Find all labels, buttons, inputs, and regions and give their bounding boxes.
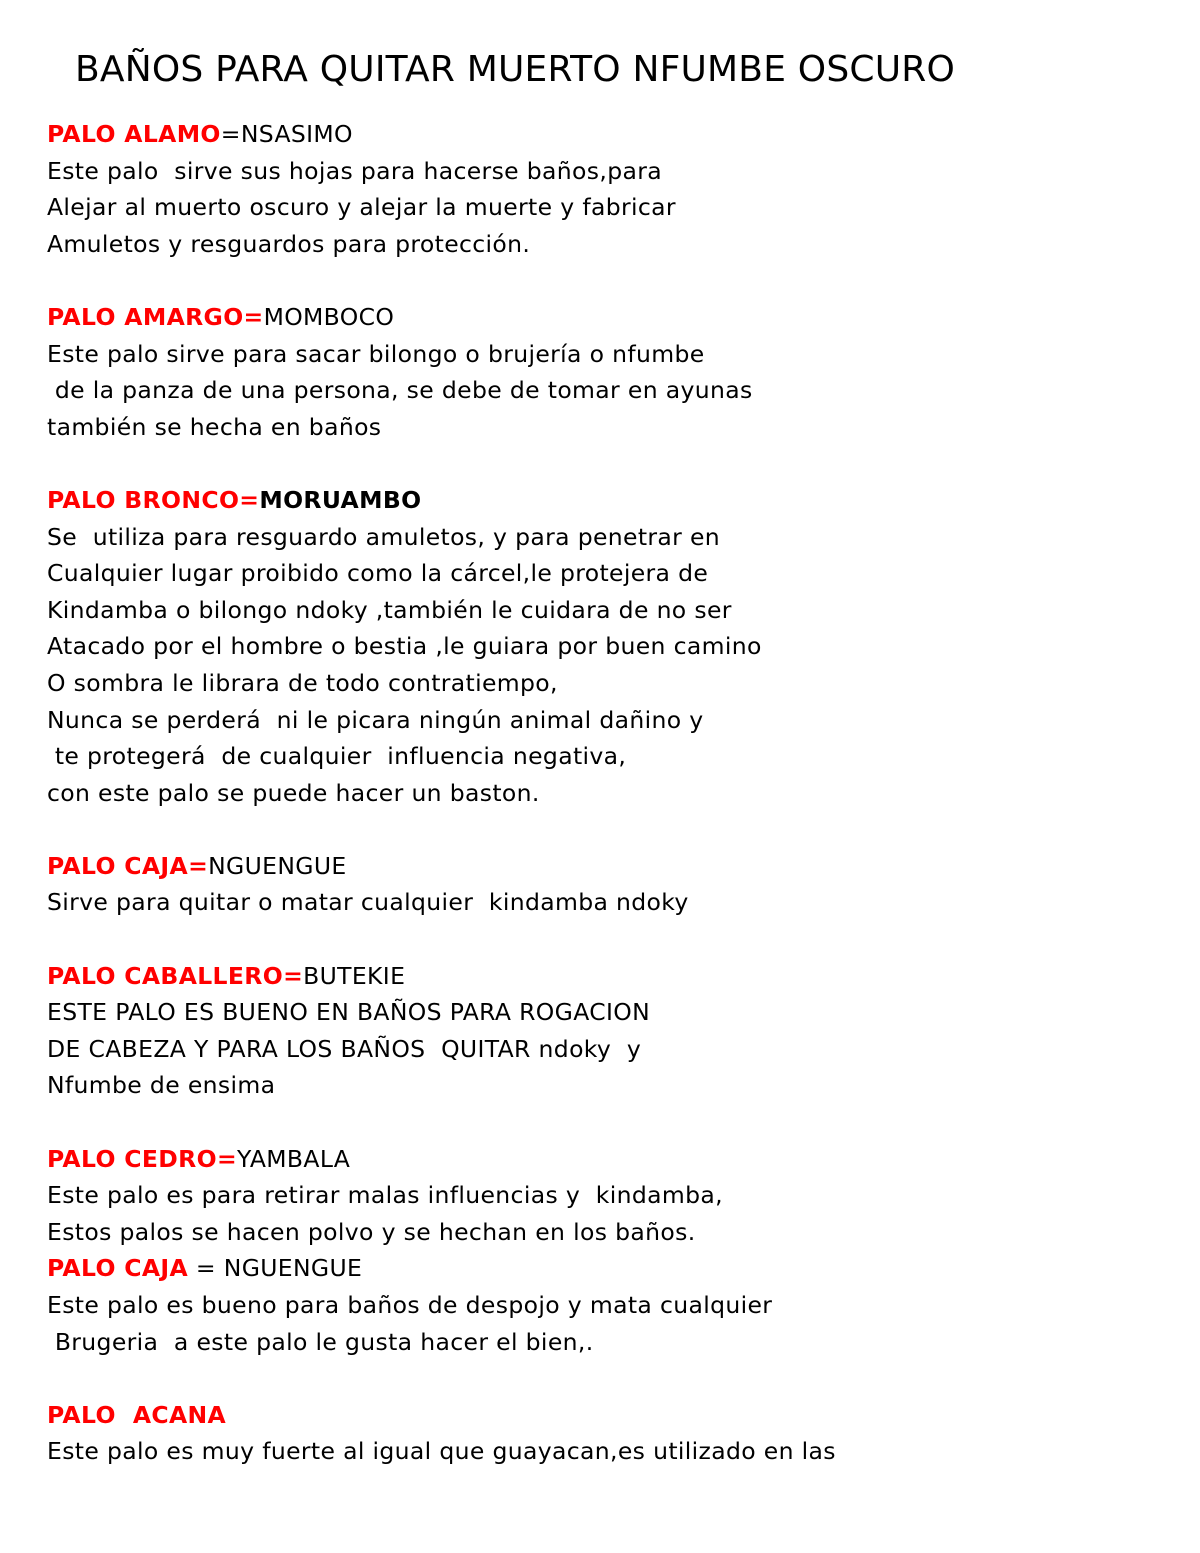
body-text-line: Amuletos y resguardos para protección. — [47, 229, 531, 258]
section-heading — [47, 1141, 1167, 1178]
body-text-line: de la panza de una persona, se debe de tomar en ayunas — [47, 376, 753, 405]
body-text-line: Este palo es para retirar malas influencias y kindamba, — [47, 1181, 723, 1210]
body-text-line: Sirve para quitar o matar cualquier kindamba ndoky — [47, 888, 689, 917]
body-text-line: O sombra le librara de todo contratiempo, — [47, 668, 558, 697]
body-text-line: Este palo sirve para sacar bilongo o brujería o nfumbe — [47, 339, 705, 368]
document-title: BAÑOS PARA QUITAR MUERTO NFUMBE OSCURO — [75, 49, 956, 90]
paragraph-spacer — [47, 921, 1167, 958]
body-text-line: Nfumbe de ensima — [47, 1071, 276, 1100]
section-heading-name: PALO CAJA — [47, 1254, 189, 1283]
paragraph-spacer — [47, 1360, 1167, 1397]
section-heading — [47, 958, 1167, 995]
body-text-line: Se utiliza para resguardo amuletos, y para penetrar en — [47, 522, 721, 551]
body-text-line: Atacado por el hombre o bestia ,le guiara por buen camino — [47, 632, 762, 661]
section-heading-value: YAMBALA — [236, 1144, 351, 1173]
section-heading — [47, 299, 1167, 336]
paragraph-spacer — [47, 262, 1167, 299]
body-text-line: Alejar al muerto oscuro y alejar la muerte y fabricar — [47, 193, 676, 222]
body-text-line: Nunca se perderá ni le picara ningún animal dañino y — [47, 705, 704, 734]
paragraph-spacer — [47, 1104, 1167, 1141]
paragraph-spacer — [47, 811, 1167, 848]
body-text-line: Este palo sirve sus hojas para hacerse baños,para — [47, 156, 662, 185]
body-text-line: Estos palos se hacen polvo y se hechan en los baños. — [47, 1217, 696, 1246]
section-heading-equals: = — [239, 485, 260, 514]
body-text-line: Este palo es muy fuerte al igual que guayacan,es utilizado en las — [47, 1437, 836, 1466]
body-text-line: te protegerá de cualquier influencia negativa, — [47, 742, 627, 771]
section-heading-equals: = — [243, 302, 264, 331]
section-heading-name: PALO CABALLERO — [47, 961, 284, 990]
section-heading-equals: = — [220, 120, 241, 148]
body-text-line: Este palo es bueno para baños de despojo y mata cualquier — [47, 1291, 773, 1319]
section-heading — [47, 116, 1167, 153]
section-heading-equals: = — [188, 1254, 224, 1283]
paragraph-spacer — [47, 445, 1167, 482]
body-text-line: ESTE PALO ES BUENO EN BAÑOS PARA ROGACION — [47, 998, 651, 1027]
section-heading-name: PALO ALAMO — [47, 120, 221, 148]
body-text-line: con este palo se puede hacer un baston. — [47, 778, 540, 807]
section-heading — [47, 848, 1167, 885]
section-heading-name: PALO BRONCO — [47, 485, 240, 514]
section-heading-value: NSASIMO — [240, 120, 353, 148]
section-heading — [47, 1250, 1167, 1287]
section-heading-name: PALO CEDRO — [47, 1144, 217, 1173]
section-heading-name: PALO AMARGO — [47, 302, 244, 331]
body-text-line: también se hecha en baños — [47, 412, 382, 441]
section-heading-value: MORUAMBO — [259, 485, 422, 514]
section-heading-value: NGUENGUE — [223, 1254, 363, 1283]
section-heading-value: BUTEKIE — [303, 961, 406, 990]
body-text-line: Brugeria a este palo le gusta hacer el bien,. — [47, 1327, 594, 1356]
section-heading-value: NGUENGUE — [208, 851, 347, 880]
section-heading-equals: = — [216, 1144, 237, 1173]
body-text-line: Cualquier lugar proibido como la cárcel,le protejera de — [47, 559, 709, 588]
section-heading-name: PALO ACANA — [47, 1400, 227, 1429]
section-heading — [47, 1397, 1167, 1434]
body-text-line: DE CABEZA Y PARA LOS BAÑOS QUITAR ndoky y — [47, 1034, 642, 1063]
section-heading-equals: = — [188, 851, 209, 880]
body-text-line: Kindamba o bilongo ndoky ,también le cuidara de no ser — [47, 595, 732, 624]
document-body — [47, 116, 1167, 1470]
section-heading-value: MOMBOCO — [263, 302, 395, 331]
section-heading — [47, 482, 1167, 519]
section-heading-equals: = — [283, 961, 304, 990]
section-heading-name: PALO CAJA — [47, 851, 189, 880]
